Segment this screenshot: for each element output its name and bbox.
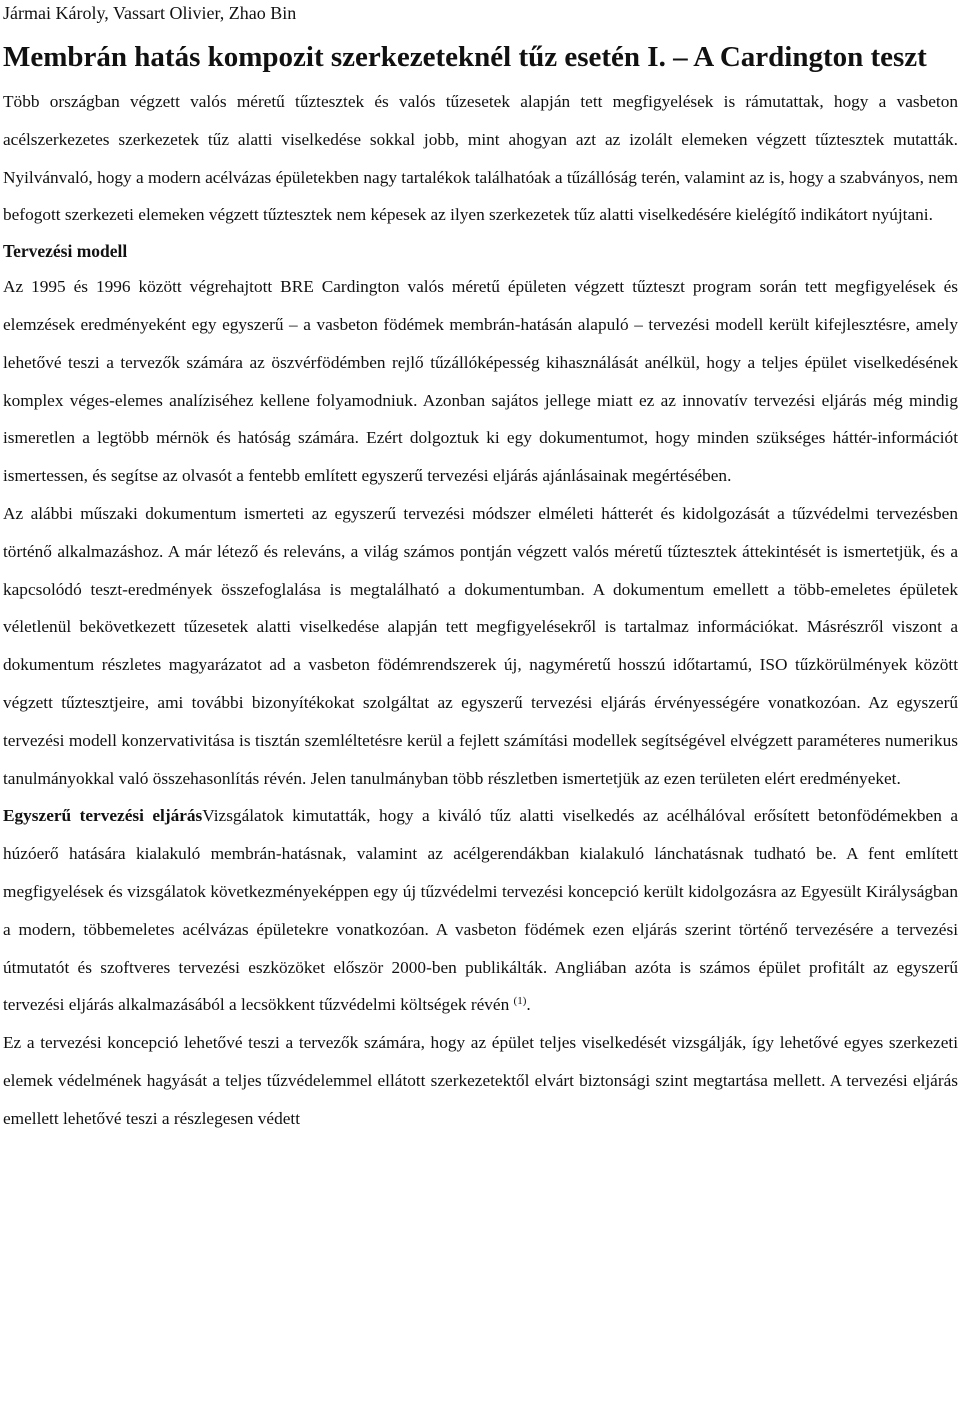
document-page	[3, 0, 958, 1138]
section-heading-simple-method: Egyszerű tervezési eljárás	[3, 806, 203, 826]
design-model-paragraph-1: Az 1995 és 1996 között végrehajtott BRE Cardington valós méretű épületen végzett tűzteszt program során tett megfigyelések és elemzések eredményeként egy egyszerű – a vasbeton födémek membrán-hatásán alapuló – tervezési modell került kifejlesztésre, amely lehetővé teszi a tervezők számára az öszvérfödémben rejlő tűzállóképesség kihasználását anélkül, hogy a teljes épület viselkedésének komplex véges-elemes analíziséhez kellene folyamodniuk. Azonban sajátos jellege miatt ez az innovatív tervezési eljárás még mindig ismeretlen a legtöbb mérnök és hatóság számára. Ezért dolgoztuk ki egy dokumentumot, hogy minden szükséges háttér-információt ismertessen, és segítse az olvasót a fentebb említett egyszerű tervezési eljárás ajánlásainak megértésében.	[3, 277, 958, 486]
section-heading-design-model: Tervezési modell	[3, 241, 128, 262]
reference-trailing-period: .	[526, 995, 531, 1015]
intro-paragraph: Több országban végzett valós méretű tűztesztek és valós tűzesetek alapján tett megfigyelések is rámutattak, hogy a vasbeton acélszerkezetes szerkezetek tűz alatti viselkedése sokkal jobb, mint ahogyan azt az izolált elemeken végzett tűztesztek mutatták. Nyilvánvaló, hogy a modern acélvázas épületekben nagy tartalékok találhatóak a tűzállóság terén, valamint az is, hogy a szabványos, nem befogott szerkezeti elemeken végzett tűztesztek nem képesek az ilyen szerkezetek tűz alatti viselkedésére kielégítő indikátort nyújtani.	[3, 92, 958, 225]
simple-method-paragraph-1	[3, 797, 958, 1024]
document-title: Membrán hatás kompozit szerkezeteknél tűz esetén I. – A Cardington teszt	[3, 41, 927, 73]
simple-method-text: Vizsgálatok kimutatták, hogy a kiváló tűz alatti viselkedés az acélhálóval erősített betonfödémekben a húzóerő hatására kialakuló membrán-hatásnak, valamint az acélgerendákban kialakuló lánchatásnak tudható be. A fent említett megfigyelések és vizsgálatok következményeképpen egy új tűzvédelmi tervezési koncepció került kidolgozásra az Egyesült Királyságban a modern, többemeletes acélvázas épületekre vonatkozóan. A vasbeton födémek ezen eljárás szerint történő tervezésére a tervezési útmutatót és szoftveres tervezési eszközöket először 2000-ben publikálták. Angliában azóta is számos épület profitált az egyszerű tervezési eljárás alkalmazásából a lecsökkent tűzvédelmi költségek révén	[3, 806, 958, 1015]
design-model-paragraph-2: Az alábbi műszaki dokumentum ismerteti az egyszerű tervezési módszer elméleti hátterét és kidolgozását a tűzvédelmi tervezésben történő alkalmazáshoz. A már létező és releváns, a világ számos pontján végzett valós méretű tűztesztek áttekintését is ismertetjük, és a kapcsolódó teszt-eredmények összefoglalása is megtalálható a dokumentumban. A dokumentum emellett a több-emeletes épületek véletlenül bekövetkezett tűzesetek alatti viselkedése alapján tett megfigyelésekről is tartalmaz információkat. Másrészről viszont a dokumentum részletes magyarázatot ad a vasbeton födémrendszerek új, nagyméretű hosszú időtartamú, ISO tűzkörülmények között végzett tűztesztjeire, ami további bizonyítékokat szolgáltat az egyszerű tervezési eljárás érvényességére vonatkozóan. Az egyszerű tervezési modell konzervativitása is tisztán szemléltetésre kerül a fejlett számítási modellek segítségével elvégzett paraméteres numerikus tanulmányokkal való összehasonlítás révén. Jelen tanulmányban több részletben ismertetjük az ezen területen elért eredményeket.	[3, 503, 958, 788]
reference-marker: (1)	[513, 995, 527, 1008]
authors-line: Jármai Károly, Vassart Olivier, Zhao Bin	[3, 3, 297, 23]
simple-method-paragraph-2: Ez a tervezési koncepció lehetővé teszi a tervezők számára, hogy az épület teljes viselkedését vizsgálják, így lehetővé egyes szerkezeti elemek védelmének hagyását a teljes tűzvédelemmel ellátott szerkezetektől elvárt biztonsági szint megtartása mellett. A tervezési eljárás emellett lehetővé teszi a részlegesen védett	[3, 1033, 958, 1128]
